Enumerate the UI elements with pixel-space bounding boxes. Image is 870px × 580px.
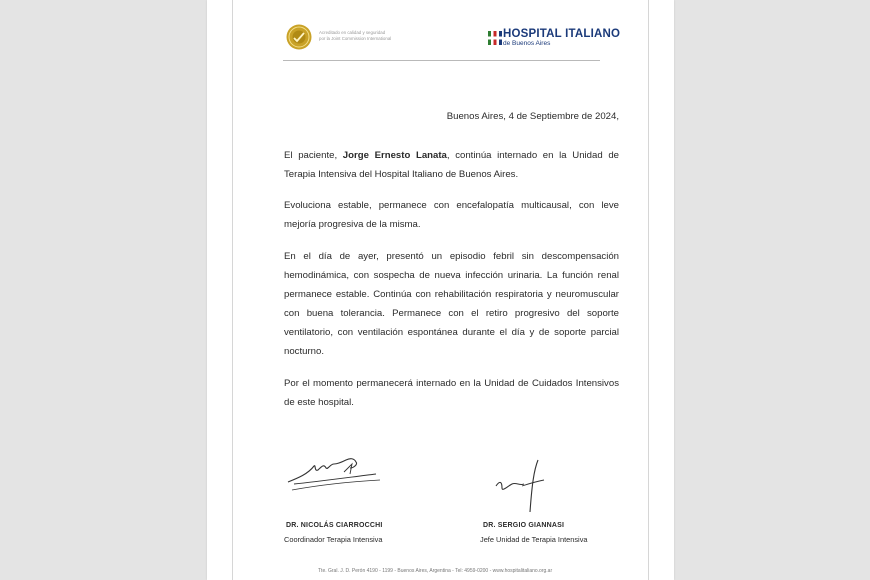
- hospital-name: HOSPITAL ITALIANO: [503, 28, 621, 40]
- paragraph-1: [284, 146, 619, 184]
- signature-ciarrocchi: [284, 452, 384, 496]
- background-left: [0, 0, 207, 580]
- patient-name: Jorge Ernesto Lanata: [342, 150, 447, 161]
- accreditation-seal-icon: [286, 24, 312, 50]
- hospital-subtitle: de Buenos Aires: [503, 40, 551, 47]
- signer-2-name: DR. SERGIO GIANNASI: [483, 522, 565, 529]
- paragraph-4: Por el momento permanecerá internado en la Unidad de Cuidados Intensivos de este hospital.: [284, 378, 619, 408]
- paragraph-2: Evoluciona estable, permanece con encefalopatía multicausal, con leve mejoría progresiva de la misma.: [284, 200, 619, 230]
- hospital-logo-icon: [486, 29, 504, 47]
- accreditation-text: [319, 30, 429, 42]
- accreditation-line-2: por la Joint Commission International: [319, 36, 392, 41]
- signer-2-role: Jefe Unidad de Terapia Intensiva: [480, 535, 588, 544]
- letter-date: Buenos Aires, 4 de Septiembre de 2024,: [446, 111, 619, 122]
- paragraph-1-start: El paciente,: [284, 150, 343, 161]
- signature-giannasi: [490, 456, 552, 516]
- accreditation-line-1: Acreditado en calidad y seguridad: [319, 30, 386, 35]
- header-divider: [283, 60, 600, 61]
- signer-1-role: Coordinador Terapia Intensiva: [284, 535, 383, 544]
- footer-address: Tte. Gral. J. D. Perón 4190 - 1199 - Buenos Aires, Argentina - Tel: 4959-0200 - www.hospitalitaliano.org.ar: [318, 568, 553, 574]
- paragraph-3: En el día de ayer, presentó un episodio febril sin descompensación hemodinámica, con sospecha de nueva infección urinaria. La función renal permanece estable. Continúa con rehabilitación respiratoria y neuromuscular con buena tolerancia. Permanece con el retiro progresivo del soporte ventilatorio, con ventilación espontánea durante el día y de soporte parcial nocturno.: [284, 251, 619, 357]
- signer-1-name: DR. NICOLÁS CIARROCCHI: [286, 522, 383, 529]
- background-right: [674, 0, 870, 580]
- paragraph-1-end: , continúa internado en la Unidad de Terapia Intensiva del Hospital Italiano de Buenos Aires.: [284, 150, 619, 180]
